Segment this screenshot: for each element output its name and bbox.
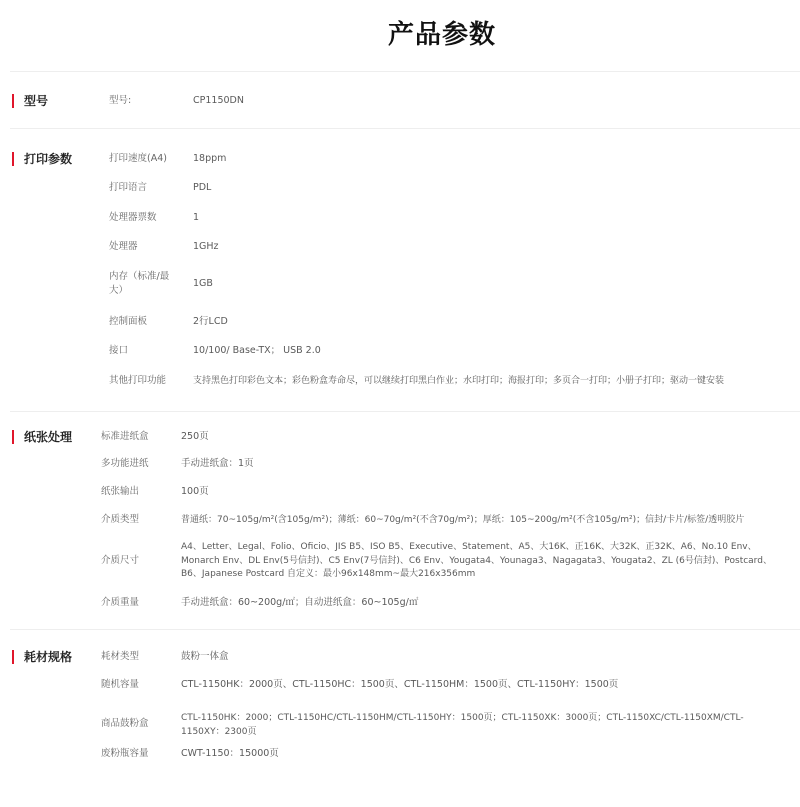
section-title: 型号 (12, 94, 48, 108)
spec-label: 打印速度(A4) (109, 153, 167, 164)
spec-value: 手动进纸盒：1页 (181, 458, 254, 469)
spec-value: 支持黑色打印彩色文本；彩色粉盒寿命尽，可以继续打印黑白作业；水印打印；海报打印；多页合一打印；小册子打印；驱动一键安装 (193, 376, 725, 386)
spec-label: 打印语言 (109, 182, 148, 193)
spec-value: 1GHz (193, 241, 219, 252)
page-title: 产品参数 (387, 20, 496, 50)
spec-label: 接口 (109, 345, 129, 356)
section-title: 打印参数 (12, 152, 72, 166)
spec-value: CP1150DN (193, 95, 244, 106)
spec-label: 介质重量 (101, 597, 140, 608)
spec-value: 1 (193, 212, 200, 223)
spec-value: 1GB (193, 278, 213, 289)
spec-label: 介质类型 (101, 514, 140, 525)
spec-value: A4、Letter、Legal、Folio、Oficio、JIS B5、ISO B5、Executive、Statement、A5、大16K、正16K、大32K、正32K、A6、No.10 Env、Monarch Env、DL Env(5号信封)、C5 Env(7号信封)、C6 Env、Yougata4、Younaga3、Nagagata3、Yougata2、ZL (6号信封)、Postcard、B6、Japanese Postcard 自定义：最小96x148mm~最大216x356mm (181, 542, 772, 579)
divider (10, 629, 800, 630)
divider (10, 411, 800, 412)
spec-value: 250页 (181, 431, 209, 442)
spec-label: 介质尺寸 (101, 555, 140, 566)
spec-label: 废粉瓶容量 (101, 748, 149, 759)
spec-value: 100页 (181, 486, 209, 497)
spec-label: 其他打印功能 (109, 375, 167, 386)
spec-value: 鼓粉一体盒 (181, 651, 229, 662)
spec-value: CTL-1150HK：2000；CTL-1150HC/CTL-1150HM/CTL-1150HY：1500页；CTL-1150XK：3000页；CTL-1150XC/CTL-1150XM/CTL-1150XY：2300页 (181, 713, 744, 737)
spec-value: 2行LCD (193, 316, 228, 327)
spec-label: 内存（标准/最大） (109, 271, 170, 296)
spec-label: 随机容量 (101, 679, 140, 690)
section-title: 纸张处理 (12, 430, 72, 444)
spec-label: 耗材类型 (101, 651, 140, 662)
spec-label: 商品鼓粉盒 (101, 718, 149, 729)
spec-label: 多功能进纸 (101, 458, 149, 469)
spec-label: 型号: (109, 95, 132, 106)
spec-value: 普通纸：70~105g/m²(含105g/m²)；薄纸：60~70g/m²(不含70g/m²)；厚纸：105~200g/m²(不含105g/m²)；信封/卡片/标签/透明胶片 (181, 515, 745, 525)
spec-label: 处理器票数 (109, 212, 157, 223)
section-title: 耗材规格 (12, 650, 72, 664)
spec-label: 处理器 (109, 241, 138, 252)
spec-value: CTL-1150HK：2000页、CTL-1150HC：1500页、CTL-1150HM：1500页、CTL-1150HY：1500页 (181, 679, 619, 690)
spec-value: CWT-1150：15000页 (181, 748, 279, 759)
spec-value: 10/100/ Base-TX； USB 2.0 (193, 345, 321, 356)
spec-value: PDL (193, 182, 212, 193)
spec-label: 标准进纸盒 (101, 431, 149, 442)
spec-value: 18ppm (193, 153, 227, 164)
divider (10, 71, 800, 72)
spec-label: 控制面板 (109, 316, 148, 327)
spec-label: 纸张输出 (101, 486, 140, 497)
divider (10, 128, 800, 129)
spec-value: 手动进纸盒：60~200g/㎡；自动进纸盒：60~105g/㎡ (181, 597, 419, 608)
